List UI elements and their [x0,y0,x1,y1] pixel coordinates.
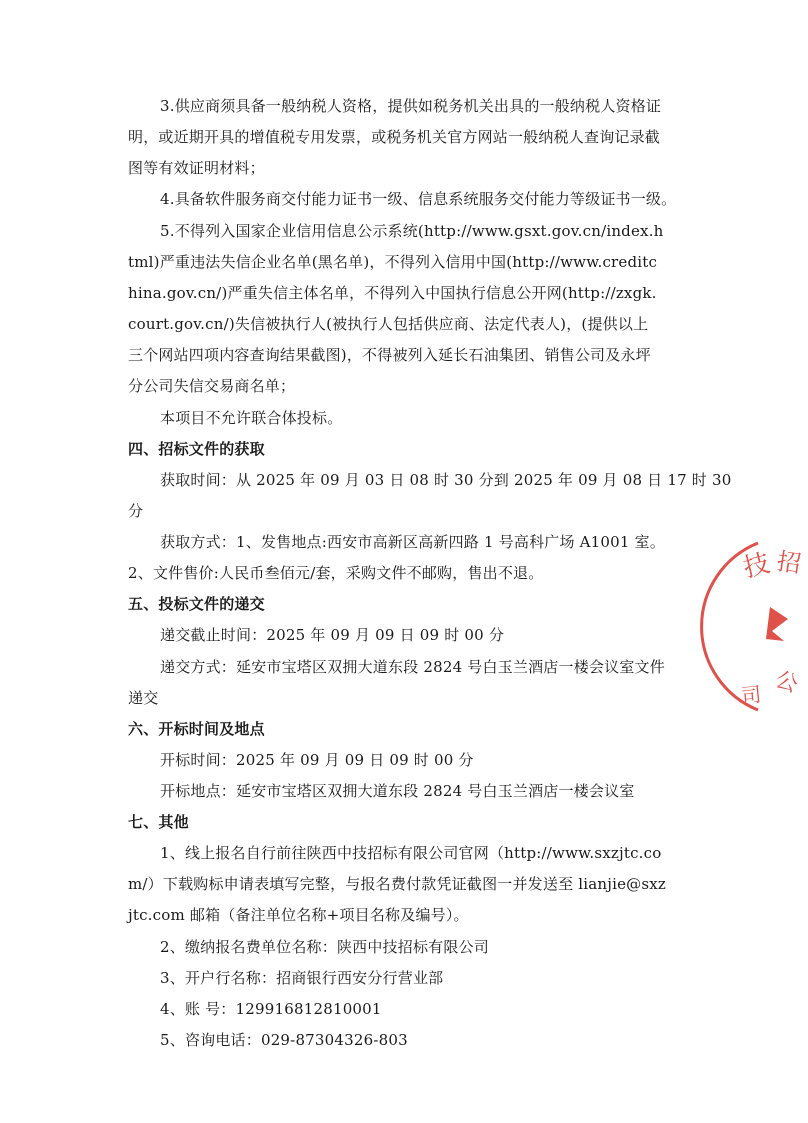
section-4-heading: 四、招标文件的获取 [128,440,265,458]
paragraph-5-line-5: 三个网站四项内容查询结果截图)，不得被列入延长石油集团、销售公司及永坪 [128,346,651,364]
svg-text:技: 技 [740,548,773,584]
paragraph-3-line-2: 明，或近期开具的增值税专用发票，或税务机关官方网站一般纳税人查询记录截 [128,128,661,146]
paragraph-5-line-1: 5.不得列入国家企业信用信息公示系统(http://www.gsxt.gov.cn/index.h [160,222,664,240]
submission-method-line-1: 递交方式：延安市宝塔区双拥大道东段 2824 号白玉兰酒店一楼会议室文件 [160,658,665,676]
svg-text:公: 公 [771,667,802,699]
paragraph-3-line-3: 图等有效证明材料； [128,159,265,177]
acquire-time-line-2: 分 [128,502,144,520]
section-7-heading: 七、其他 [128,813,189,831]
section-5-heading: 五、投标文件的递交 [128,595,265,613]
acquire-method: 获取方式：1、发售地点:西安市高新区高新四路 1 号高科广场 A1001 室。 [160,533,666,551]
paragraph-3-line-1: 3.供应商须具备一般纳税人资格，提供如税务机关出具的一般纳税人资格证 [160,97,662,115]
paragraph-5-line-4: court.gov.cn/)失信被执行人(被执行人包括供应商、法定代表人)，(提供以上 [128,315,649,333]
submission-method-line-2: 递交 [128,689,159,707]
svg-text:司: 司 [740,682,763,708]
paragraph-5-line-6: 分公司失信交易商名单； [128,377,296,395]
opening-time: 开标时间：2025 年 09 月 09 日 09 时 00 分 [160,751,474,769]
document-price: 2、文件售价:人民币叁佰元/套，采购文件不邮购，售出不退。 [128,564,544,582]
other-item-5: 5、咨询电话：029-87304326-803 [160,1031,408,1049]
paragraph-4: 4.具备软件服务商交付能力证书一级、信息系统服务交付能力等级证书一级。 [160,190,677,208]
acquire-time-line-1: 获取时间：从 2025 年 09 月 03 日 08 时 30 分到 2025 年 09 月 08 日 17 时 30 [160,471,732,489]
opening-place: 开标地点：延安市宝塔区双拥大道东段 2824 号白玉兰酒店一楼会议室 [160,782,635,800]
submission-deadline: 递交截止时间：2025 年 09 月 09 日 09 时 00 分 [160,626,505,644]
paragraph-5-line-3: hina.gov.cn/)严重失信主体名单，不得列入中国执行信息公开网(http://zxgk. [128,284,657,302]
paragraph-5-line-2: tml)严重违法失信企业名单(黑名单)，不得列入信用中国(http://www.creditc [128,253,658,271]
other-item-1-line-1: 1、线上报名自行前往陕西中技招标有限公司官网（http://www.sxzjtc.co [160,844,662,862]
other-item-3: 3、开户行名称：招商银行西安分行营业部 [160,969,444,987]
other-item-1-line-3: jtc.com 邮箱（备注单位名称+项目名称及编号）。 [128,906,469,924]
other-item-2: 2、缴纳报名费单位名称：陕西中技招标有限公司 [160,938,489,956]
svg-text:招: 招 [775,547,803,579]
section-6-heading: 六、开标时间及地点 [128,720,265,738]
other-item-1-line-2: m/）下载购标申请表填写完整，与报名费付款凭证截图一并发送至 lianjie@sxz [128,875,667,893]
no-consortium-note: 本项目不允许联合体投标。 [160,409,343,427]
other-item-4: 4、账 号：129916812810001 [160,1000,382,1018]
